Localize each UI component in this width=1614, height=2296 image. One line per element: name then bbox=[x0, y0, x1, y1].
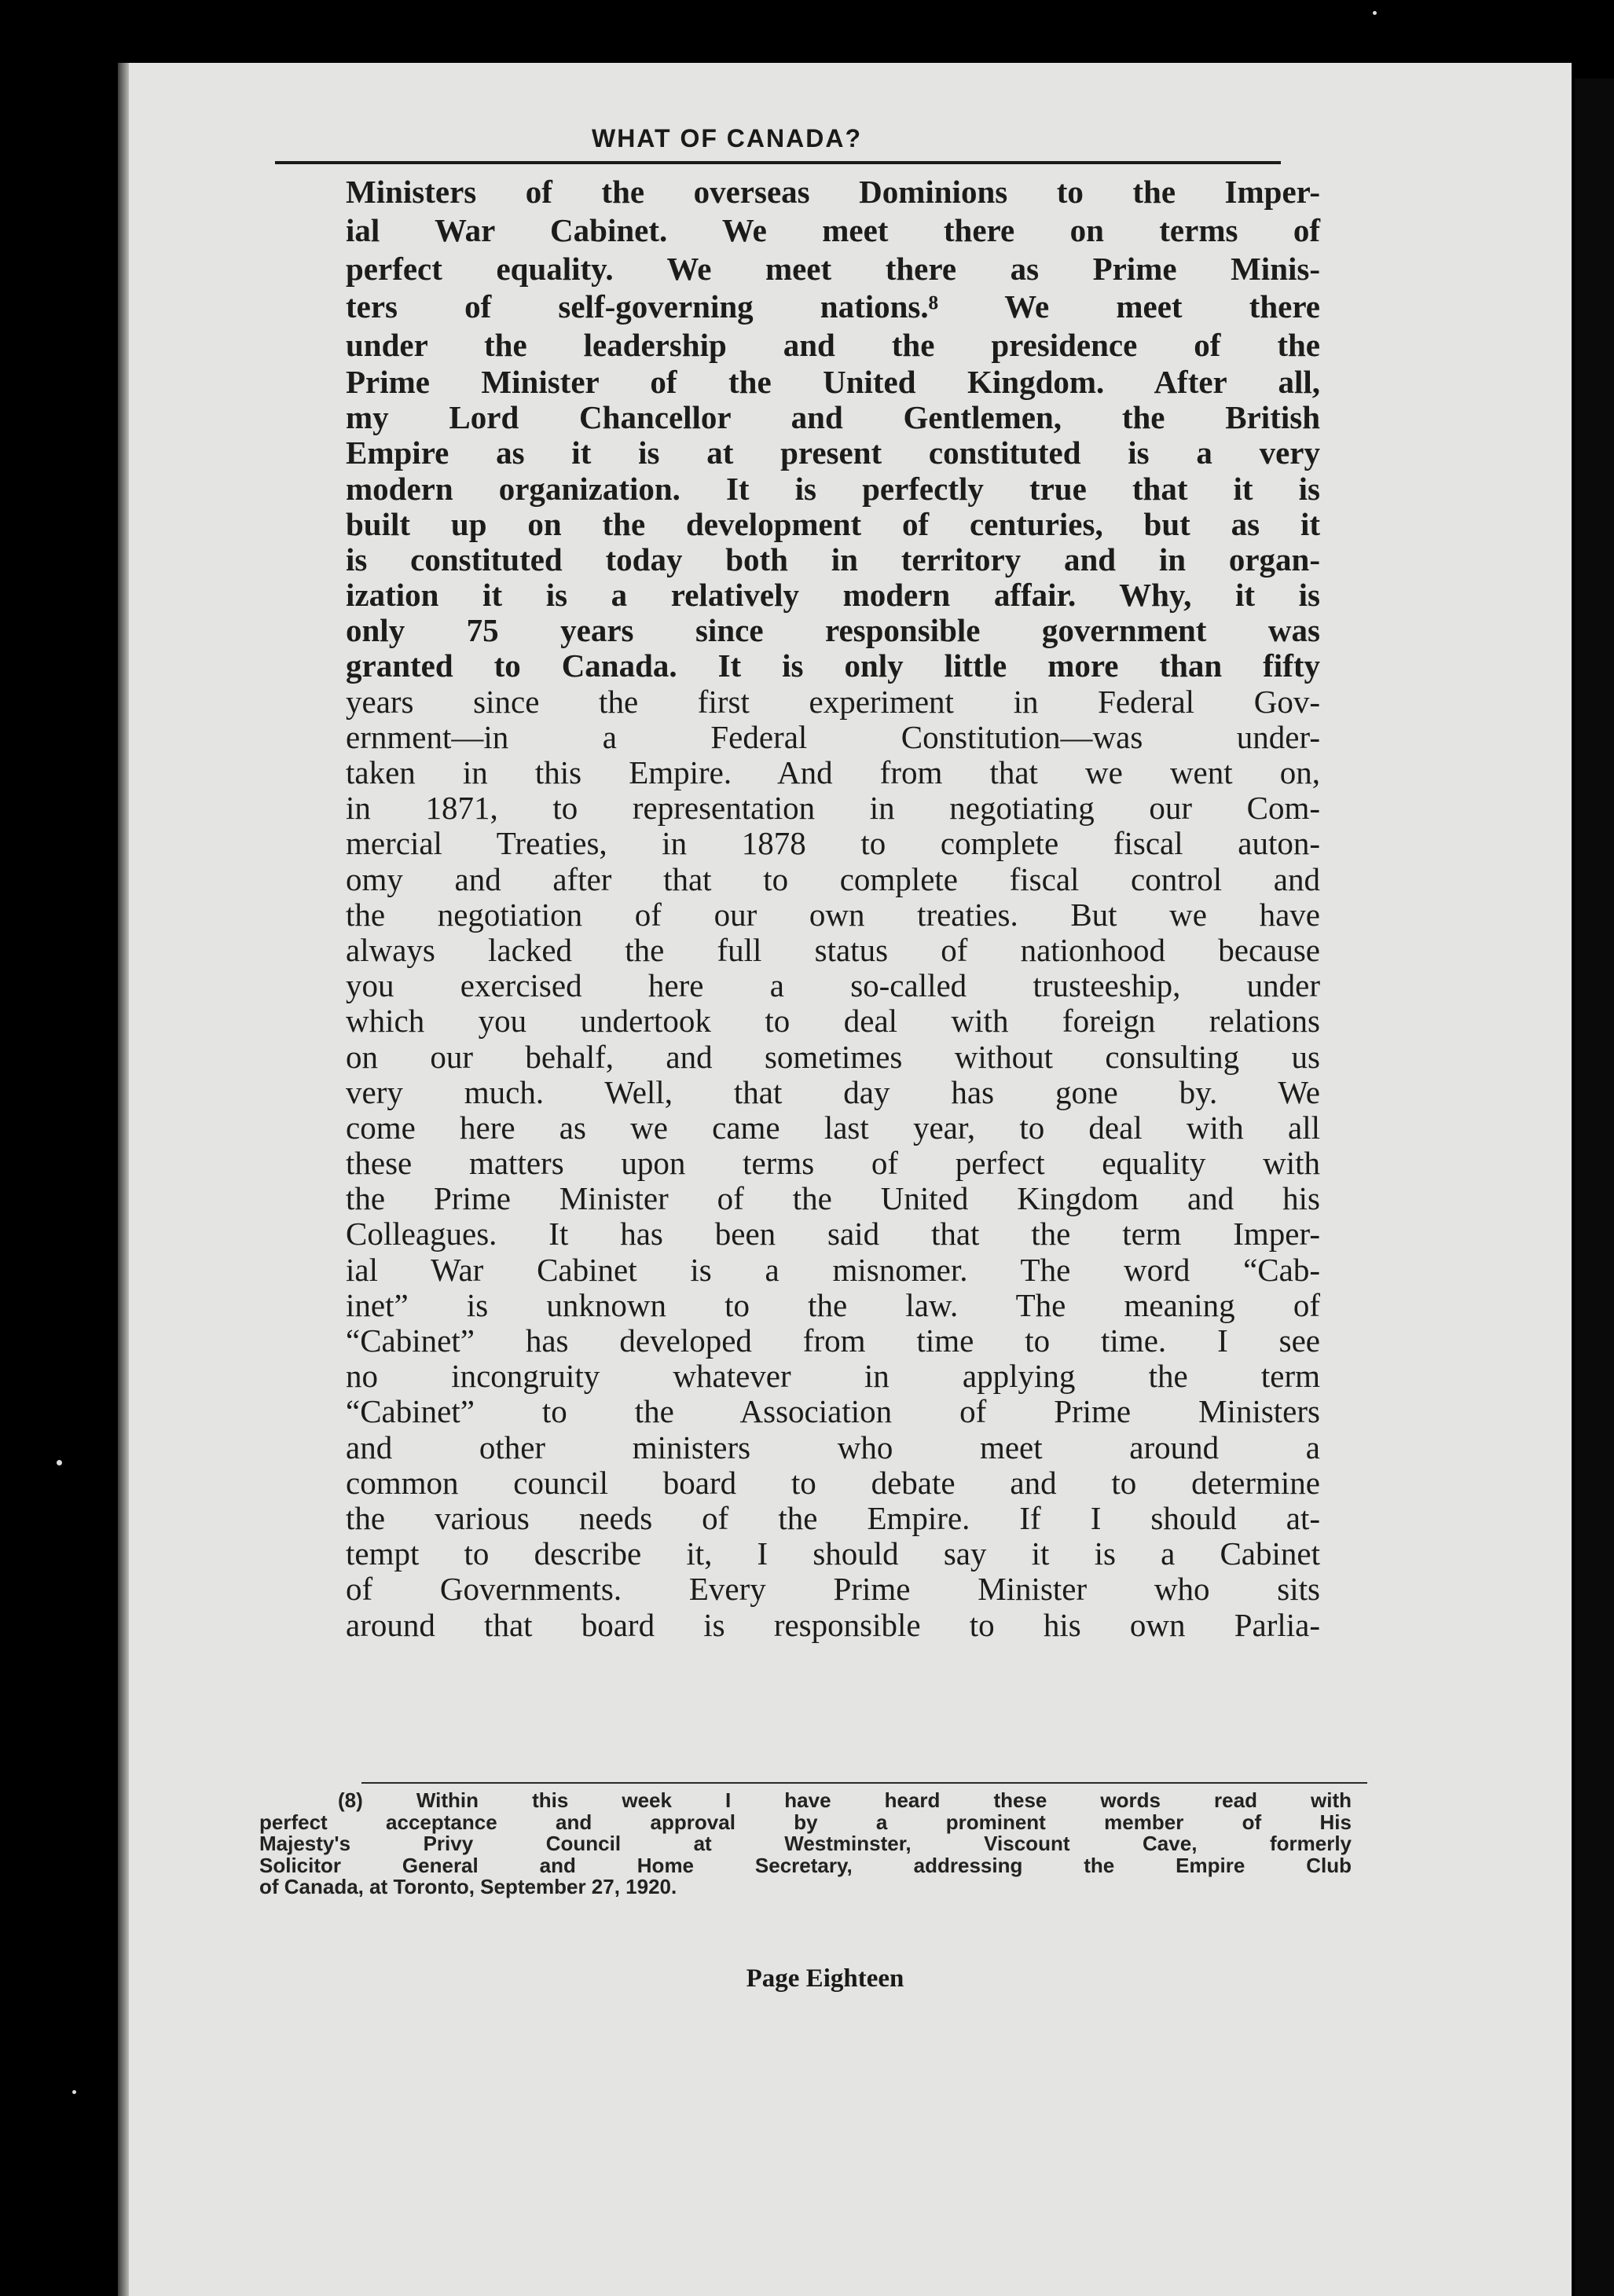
body-line: is constituted today both in territory and in organ- bbox=[346, 541, 1320, 578]
body-line: “Cabinet” to the Association of Prime Ministers bbox=[346, 1393, 1320, 1430]
body-line: common council board to debate and to determine bbox=[346, 1464, 1320, 1501]
body-line: ization it is a relatively modern affair. Why, it is bbox=[346, 577, 1320, 614]
footnote-line: Solicitor General and Home Secretary, addressing the Empire Club bbox=[259, 1853, 1352, 1877]
body-line: taken in this Empire. And from that we went on, bbox=[346, 754, 1320, 791]
body-line: ial War Cabinet is a misnomer. The word “Cab- bbox=[346, 1251, 1320, 1288]
body-line: the various needs of the Empire. If I should at- bbox=[346, 1499, 1320, 1536]
page-number: Page Eighteen bbox=[746, 1964, 904, 1993]
body-line: my Lord Chancellor and Gentlemen, the British bbox=[346, 399, 1320, 436]
body-line: around that board is responsible to his own Parlia- bbox=[346, 1606, 1320, 1643]
page-binding-shadow bbox=[118, 63, 129, 2296]
body-line: the negotiation of our own treaties. But we have bbox=[346, 896, 1320, 933]
body-line: ters of self-governing nations.⁸ We meet there bbox=[346, 288, 1320, 325]
body-line: come here as we came last year, to deal with all bbox=[346, 1109, 1320, 1146]
footnote-rule bbox=[361, 1782, 1367, 1784]
body-line: which you undertook to deal with foreign relations bbox=[346, 1003, 1320, 1040]
body-line: and other ministers who meet around a bbox=[346, 1429, 1320, 1465]
header-rule bbox=[275, 161, 1281, 164]
body-line: no incongruity whatever in applying the term bbox=[346, 1358, 1320, 1395]
body-line: Prime Minister of the United Kingdom. After all, bbox=[346, 363, 1320, 400]
dust-speck bbox=[1373, 11, 1377, 15]
body-line: mercial Treaties, in 1878 to complete fiscal auton- bbox=[346, 825, 1320, 862]
body-line: you exercised here a so-called trusteeship, under bbox=[346, 967, 1320, 1004]
footnote-line: (8) Within this week I have heard these words read with bbox=[338, 1788, 1352, 1812]
footnote-line: of Canada, at Toronto, September 27, 1920. bbox=[259, 1875, 677, 1898]
body-line: years since the first experiment in Federal Gov- bbox=[346, 683, 1320, 720]
body-line: inet” is unknown to the law. The meaning of bbox=[346, 1286, 1320, 1323]
body-line: ernment—in a Federal Constitution—was under- bbox=[346, 718, 1320, 755]
footnote-line: Majesty's Privy Council at Westminster, Viscount Cave, formerly bbox=[259, 1832, 1352, 1855]
body-line: perfect equality. We meet there as Prime Minis- bbox=[346, 250, 1320, 287]
body-line: modern organization. It is perfectly true that it is bbox=[346, 470, 1320, 507]
body-line: of Governments. Every Prime Minister who sits bbox=[346, 1571, 1320, 1608]
body-line: Ministers of the overseas Dominions to the Imper- bbox=[346, 174, 1320, 210]
body-line: on our behalf, and sometimes without consulting us bbox=[346, 1038, 1320, 1075]
page-edge-shadow bbox=[1575, 79, 1614, 2296]
running-head: WHAT OF CANADA? bbox=[591, 124, 862, 152]
footnote bbox=[259, 1790, 1352, 1898]
dust-speck bbox=[72, 2090, 76, 2094]
body-line: “Cabinet” has developed from time to time. I see bbox=[346, 1322, 1320, 1359]
body-line: tempt to describe it, I should say it is a Cabinet bbox=[346, 1535, 1320, 1572]
body-line: very much. Well, that day has gone by. We bbox=[346, 1073, 1320, 1110]
body-line: built up on the development of centuries, but as it bbox=[346, 505, 1320, 542]
body-line: the Prime Minister of the United Kingdom and his bbox=[346, 1180, 1320, 1217]
body-line: granted to Canada. It is only little more than fifty bbox=[346, 647, 1320, 684]
dust-speck bbox=[57, 1460, 62, 1465]
body-line: Empire as it is at present constituted is a very bbox=[346, 435, 1320, 471]
body-line: omy and after that to complete fiscal control and bbox=[346, 860, 1320, 897]
body-line: these matters upon terms of perfect equality with bbox=[346, 1145, 1320, 1182]
body-line: always lacked the full status of nationhood because bbox=[346, 931, 1320, 968]
body-line: under the leadership and the presidence of the bbox=[346, 327, 1320, 364]
body-line: only 75 years since responsible government was bbox=[346, 612, 1320, 649]
body-line: Colleagues. It has been said that the term Imper- bbox=[346, 1216, 1320, 1253]
footnote-line: perfect acceptance and approval by a prominent member of His bbox=[259, 1810, 1352, 1834]
body-text bbox=[346, 173, 1320, 1643]
body-line: ial War Cabinet. We meet there on terms of bbox=[346, 211, 1320, 248]
body-line: in 1871, to representation in negotiating our Com- bbox=[346, 790, 1320, 827]
